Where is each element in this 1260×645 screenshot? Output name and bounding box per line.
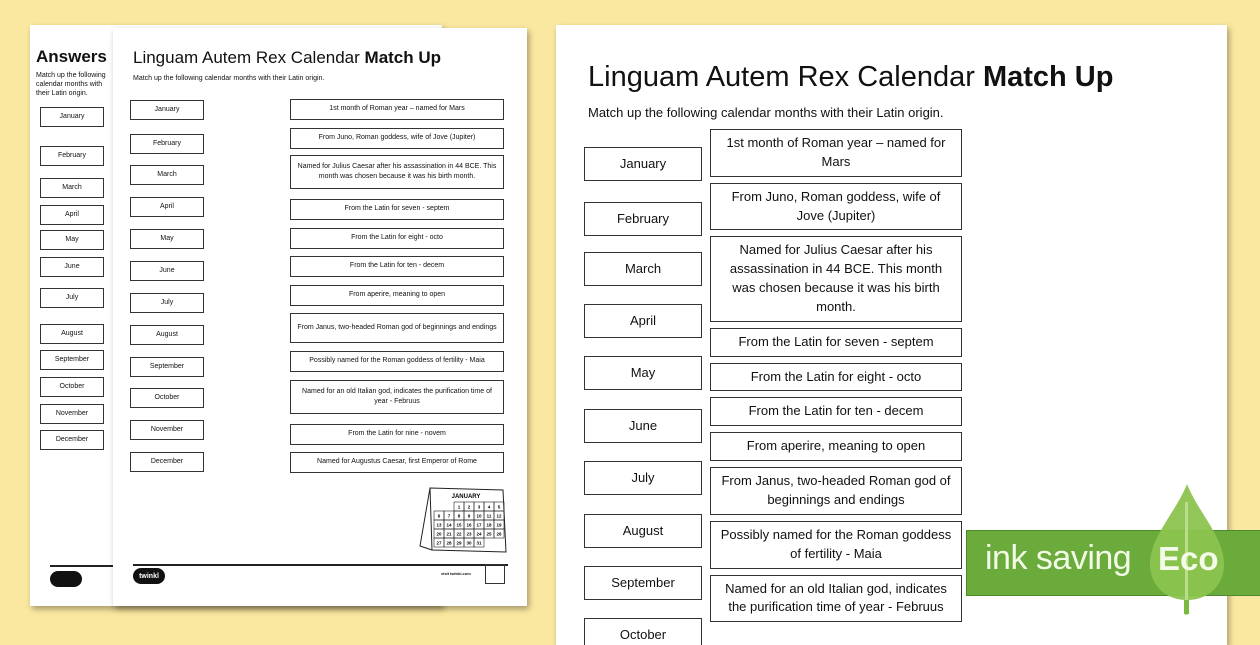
footer-site: visit twinkl.com (441, 571, 471, 576)
month-card[interactable]: November (40, 404, 104, 424)
calendar-day: 18 (486, 522, 492, 528)
month-card[interactable]: June (40, 257, 104, 277)
calendar-illustration (418, 486, 508, 556)
calendar-day: 26 (496, 531, 502, 537)
definition-card[interactable]: From Juno, Roman goddess, wife of Jove (Jupiter) (290, 128, 504, 149)
month-card[interactable]: April (584, 304, 702, 338)
month-card[interactable]: July (584, 461, 702, 495)
definition-card[interactable]: From aperire, meaning to open (710, 432, 962, 461)
worksheet-page-preview (113, 28, 527, 606)
calendar-day: 5 (497, 504, 501, 510)
footer-rule (133, 564, 508, 566)
definition-card[interactable]: From the Latin for ten - decem (290, 256, 504, 277)
month-card[interactable]: August (40, 324, 104, 344)
month-card[interactable]: October (130, 388, 204, 408)
calendar-day: 24 (476, 531, 482, 537)
calendar-day: 17 (476, 522, 482, 528)
month-card[interactable]: March (40, 178, 104, 198)
ink-saving-text: ink saving (985, 539, 1132, 577)
answers-instruction: Match up the following calendar months with their Latin origin. (36, 72, 106, 97)
definition-card[interactable]: 1st month of Roman year – named for Mars (710, 129, 962, 177)
definition-card[interactable]: 1st month of Roman year – named for Mars (290, 99, 504, 120)
calendar-day: 30 (466, 540, 472, 546)
calendar-day: 20 (436, 531, 442, 537)
worksheet-title: Linguam Autem Rex Calendar Match Up (588, 61, 1114, 93)
month-card[interactable]: May (584, 356, 702, 390)
quality-badge-icon (485, 564, 505, 584)
definition-card[interactable]: From the Latin for ten - decem (710, 397, 962, 426)
month-card[interactable]: January (130, 100, 204, 120)
calendar-day: 1 (457, 504, 461, 510)
month-card[interactable]: August (584, 514, 702, 548)
calendar-day: 31 (476, 540, 482, 546)
worksheet-title: Linguam Autem Rex Calendar Match Up (133, 48, 442, 67)
calendar-day: 25 (486, 531, 492, 537)
calendar-title: JANUARY (451, 494, 481, 500)
eco-label: Eco (1158, 540, 1219, 577)
calendar-day: 2 (467, 504, 471, 510)
month-card[interactable]: November (130, 420, 204, 440)
month-card[interactable]: February (584, 202, 702, 236)
definition-card[interactable]: From the Latin for seven - septem (290, 199, 504, 220)
month-card[interactable]: April (130, 197, 204, 217)
month-card[interactable]: February (40, 146, 104, 166)
calendar-day: 3 (477, 504, 481, 510)
definition-card[interactable]: From the Latin for seven - septem (710, 328, 962, 357)
calendar-day: 19 (496, 522, 502, 528)
definition-card[interactable]: Named for Julius Caesar after his assassination in 44 BCE. This month was chosen because it was his birth month. (710, 236, 962, 321)
definition-card[interactable]: Named for Augustus Caesar, first Emperor of Rome (290, 452, 504, 473)
definitions-column (710, 129, 962, 622)
month-card[interactable]: July (40, 288, 104, 308)
month-card[interactable]: June (584, 409, 702, 443)
month-card[interactable]: January (584, 147, 702, 181)
month-card[interactable]: April (40, 205, 104, 225)
month-card[interactable]: December (130, 452, 204, 472)
month-card[interactable]: January (40, 107, 104, 127)
definition-card[interactable]: From aperire, meaning to open (290, 285, 504, 306)
calendar-day: 11 (486, 513, 492, 519)
definition-card[interactable]: Named for an old Italian god, indicates the purification time of year - Februus (710, 575, 962, 623)
month-card[interactable]: March (130, 165, 204, 185)
month-card[interactable]: August (130, 325, 204, 345)
calendar-day: 4 (487, 504, 491, 510)
month-card[interactable]: March (584, 252, 702, 286)
worksheet-instruction: Match up the following calendar months with their Latin origin. (133, 75, 325, 82)
definition-card[interactable]: From Juno, Roman goddess, wife of Jove (Jupiter) (710, 183, 962, 231)
calendar-day: 16 (466, 522, 472, 528)
calendar-day: 7 (447, 513, 451, 519)
calendar-day: 22 (456, 531, 462, 537)
calendar-day: 12 (496, 513, 502, 519)
month-card[interactable]: May (40, 230, 104, 250)
definition-card[interactable]: From Janus, two-headed Roman god of beginnings and endings (710, 467, 962, 515)
month-card[interactable]: September (584, 566, 702, 600)
month-card[interactable]: July (130, 293, 204, 313)
calendar-day: 23 (466, 531, 472, 537)
calendar-day: 8 (457, 513, 461, 519)
calendar-day: 15 (456, 522, 462, 528)
month-card[interactable]: October (40, 377, 104, 397)
month-card[interactable]: September (40, 350, 104, 370)
month-card[interactable]: September (130, 357, 204, 377)
calendar-day: 9 (467, 513, 471, 519)
definition-card[interactable]: From the Latin for eight - octo (710, 363, 962, 392)
calendar-day: 21 (446, 531, 452, 537)
month-card[interactable]: December (40, 430, 104, 450)
calendar-day: 28 (446, 540, 452, 546)
definition-card[interactable]: Possibly named for the Roman goddess of fertility - Maia (290, 351, 504, 372)
definition-card[interactable]: From the Latin for eight - octo (290, 228, 504, 249)
calendar-day: 10 (476, 513, 482, 519)
definition-card[interactable]: From Janus, two-headed Roman god of beginnings and endings (290, 313, 504, 343)
twinkl-logo: twinkl (133, 568, 165, 584)
answers-title: Answers (36, 47, 107, 66)
worksheet-instruction: Match up the following calendar months with their Latin origin. (588, 105, 944, 120)
calendar-day: 6 (437, 513, 441, 519)
month-card[interactable]: October (584, 618, 702, 645)
month-card[interactable]: February (130, 134, 204, 154)
month-card[interactable]: June (130, 261, 204, 281)
definition-card[interactable]: Named for Julius Caesar after his assassination in 44 BCE. This month was chosen because it was his birth month. (290, 155, 504, 189)
twinkl-logo (50, 571, 82, 587)
month-card[interactable]: May (130, 229, 204, 249)
calendar-day: 29 (456, 540, 462, 546)
definition-card[interactable]: Named for an old Italian god, indicates the purification time of year - Februus (290, 380, 504, 414)
calendar-day: 27 (436, 540, 442, 546)
definition-card[interactable]: From the Latin for nine - novem (290, 424, 504, 445)
calendar-day: 14 (446, 522, 452, 528)
calendar-day: 13 (436, 522, 442, 528)
definition-card[interactable]: Possibly named for the Roman goddess of fertility - Maia (710, 521, 962, 569)
